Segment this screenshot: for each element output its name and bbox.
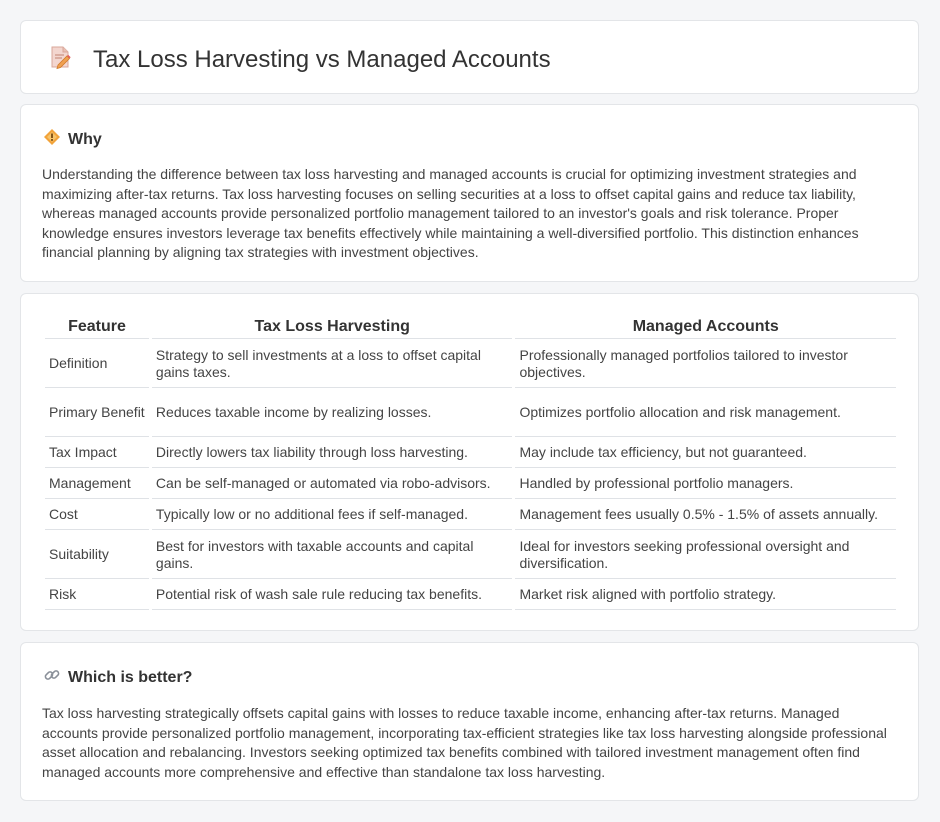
document-pencil-icon (47, 44, 93, 75)
why-heading-row (43, 128, 102, 151)
feature-cell: Primary Benefit (45, 388, 149, 437)
page-title: Tax Loss Harvesting vs Managed Accounts (93, 45, 551, 73)
managed-accounts-cell: Market risk aligned with portfolio strategy. (515, 579, 896, 610)
feature-cell: Suitability (45, 530, 149, 579)
table-header-row (45, 315, 896, 339)
tax-loss-harvesting-cell: Strategy to sell investments at a loss to offset capital gains taxes. (152, 339, 513, 388)
table-row (45, 468, 896, 499)
feature-cell: Definition (45, 339, 149, 388)
managed-accounts-cell: Handled by professional portfolio managers. (515, 468, 896, 499)
table-row (45, 499, 896, 530)
feature-cell: Tax Impact (45, 437, 149, 468)
feature-cell: Management (45, 468, 149, 499)
managed-accounts-cell: Management fees usually 0.5% - 1.5% of assets annually. (515, 499, 896, 530)
diamond-warning-icon (43, 128, 68, 151)
why-heading: Why (68, 130, 102, 148)
feature-cell: Risk (45, 579, 149, 610)
column-header: Feature (45, 315, 149, 339)
which-is-better-section (20, 642, 919, 801)
tax-loss-harvesting-cell: Directly lowers tax liability through loss harvesting. (152, 437, 513, 468)
column-header: Tax Loss Harvesting (152, 315, 513, 339)
tax-loss-harvesting-cell: Best for investors with taxable accounts and capital gains. (152, 530, 513, 579)
better-heading-row (43, 666, 192, 689)
table-row (45, 388, 896, 437)
link-icon (43, 666, 68, 689)
tax-loss-harvesting-cell: Reduces taxable income by realizing losses. (152, 388, 513, 437)
managed-accounts-cell: May include tax efficiency, but not guaranteed. (515, 437, 896, 468)
column-header: Managed Accounts (515, 315, 896, 339)
header-card (20, 20, 919, 94)
comparison-section (20, 293, 919, 631)
tax-loss-harvesting-cell: Typically low or no additional fees if self-managed. (152, 499, 513, 530)
managed-accounts-cell: Ideal for investors seeking professional oversight and diversification. (515, 530, 896, 579)
table-row (45, 437, 896, 468)
comparison-table (42, 315, 899, 610)
managed-accounts-cell: Optimizes portfolio allocation and risk management. (515, 388, 896, 437)
tax-loss-harvesting-cell: Can be self-managed or automated via robo-advisors. (152, 468, 513, 499)
better-text: Tax loss harvesting strategically offsets capital gains with losses to reduce taxable income, enhancing after-tax returns. Managed accounts provide personalized portfolio management, incorporating tax-efficient strategies like tax loss harvesting alongside professional asset allocation and rebalancing. Investors seeking optimized tax benefits combined with tailored investment management often find managed accounts more comprehensive and effective than standalone tax loss harvesting. (42, 705, 887, 780)
feature-cell: Cost (45, 499, 149, 530)
managed-accounts-cell: Professionally managed portfolios tailored to investor objectives. (515, 339, 896, 388)
table-row (45, 579, 896, 610)
page-title-row (47, 44, 551, 75)
why-section (20, 104, 919, 282)
table-row (45, 530, 896, 579)
tax-loss-harvesting-cell: Potential risk of wash sale rule reducing tax benefits. (152, 579, 513, 610)
table-row (45, 339, 896, 388)
why-text: Understanding the difference between tax loss harvesting and managed accounts is crucial for optimizing investment strategies and maximizing after-tax returns. Tax loss harvesting focuses on selling securities at a loss to offset capital gains and reduce tax liability, whereas managed accounts provide personalized portfolio management tailored to an investor's goals and risk tolerance. Proper knowledge ensures investors leverage tax benefits effectively while maintaining a well-diversified portfolio. This distinction enhances financial planning by aligning tax strategies with investment objectives. (42, 166, 859, 260)
better-heading: Which is better? (68, 668, 193, 686)
